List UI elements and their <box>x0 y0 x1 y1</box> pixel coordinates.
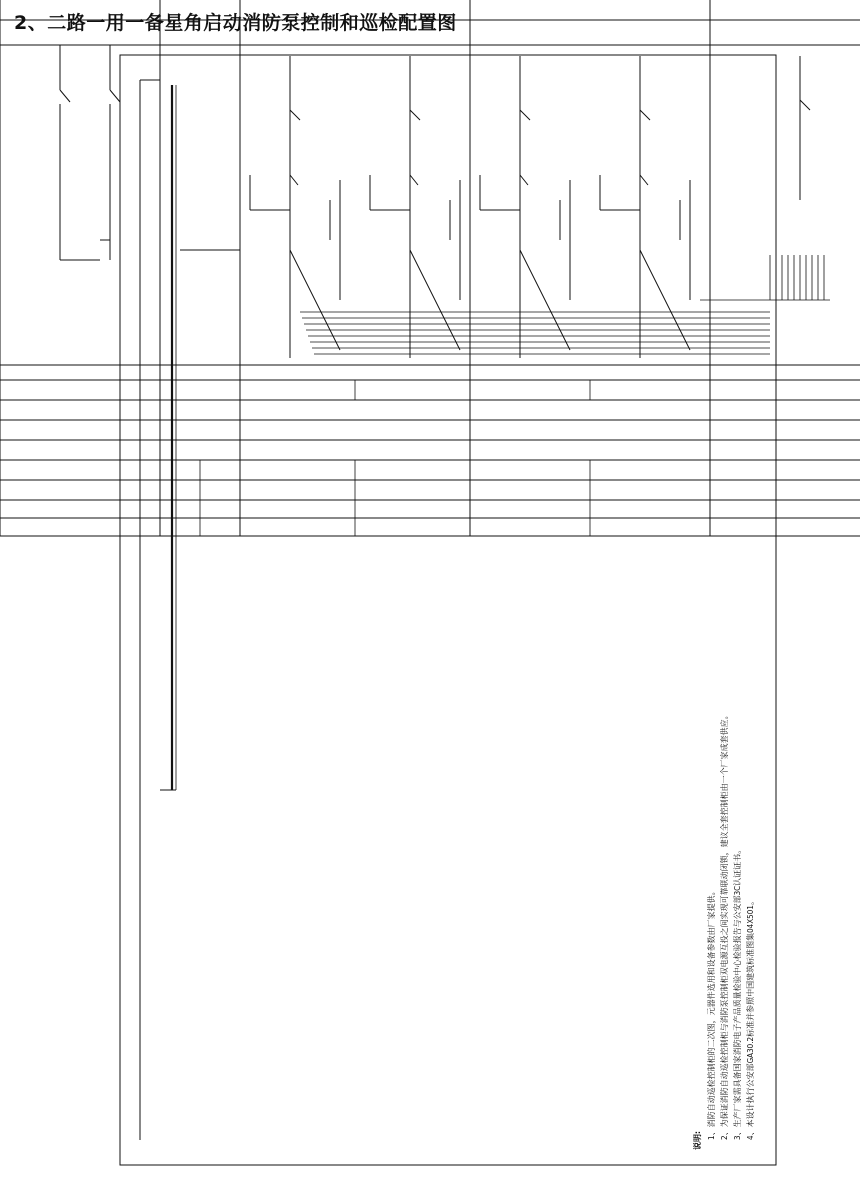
wire <box>800 100 810 110</box>
label-line: 3、生产厂家需具备国家消防电子产品质量检验中心检验报告与公安部3C认证证书。 <box>733 845 742 1140</box>
page-title: 2、二路一用一备星角启动消防泵控制和巡检配置图 <box>14 12 457 34</box>
label-line: 1、消防自动巡检控制柜的二次图，元器件选用和设备参数由厂家提供。 <box>707 887 716 1140</box>
wire <box>60 90 70 102</box>
wire <box>110 90 120 102</box>
drawing-frame <box>120 55 776 1165</box>
note-item <box>745 897 755 1140</box>
note-item <box>706 887 717 1140</box>
label-line: 说明: <box>693 1131 702 1150</box>
label-line: 2、为保证消防自动巡检控制柜与消防泵控制柜双电源互投之间实现可靠联动闭锁，建议全套控制柜由一个厂家成套供应。 <box>720 711 729 1140</box>
label-line: 4、本设计执行公安部GA30.2标准并参照中国建筑标准图集04X501。 <box>746 897 755 1140</box>
notes-heading <box>692 1131 702 1150</box>
note-item <box>732 846 742 1140</box>
note-item <box>719 711 730 1140</box>
